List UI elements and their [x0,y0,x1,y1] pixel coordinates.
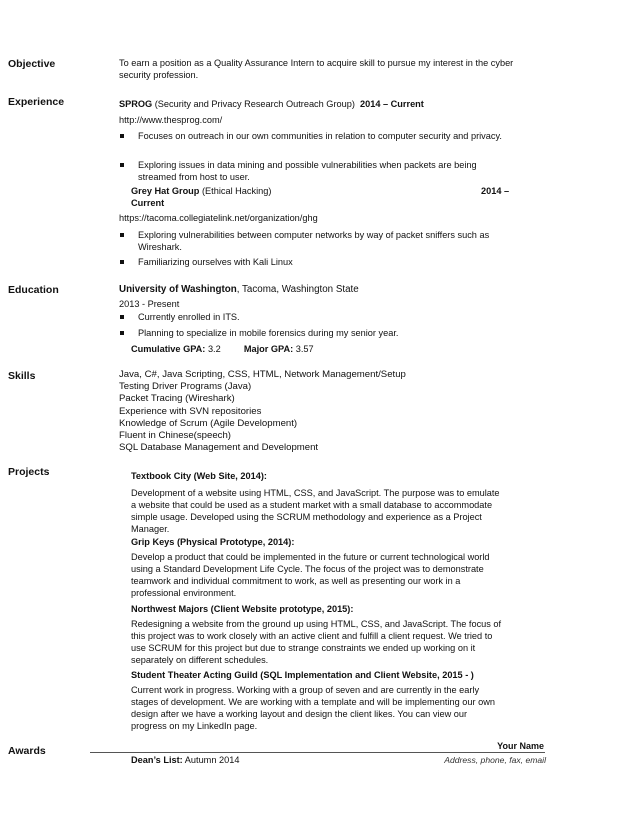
bullet-icon [120,134,124,138]
project-description: Develop a product that could be implemented in the future or current technological world using a Standard Development Life Cycle. The focus of the project was to demonstrate teamwork and individual commitment to work, as well as presenting our work in a professional environment. [131,552,490,598]
objective-text: To earn a position as a Quality Assurance Intern to acquire skill to pursue my interest in the cyber security profession. [119,58,514,80]
job2-url[interactable]: https://tacoma.collegiatelink.net/organization/ghg [119,213,318,223]
job1-heading [119,98,519,110]
bullet-icon [120,163,124,167]
footer-name: Your Name [497,741,544,751]
skill-item: Experience with SVN repositories [119,405,262,417]
education-school-line [119,284,359,296]
footer-divider [90,752,545,753]
skills-list [119,369,406,454]
project-title: Student Theater Acting Guild (SQL Implementation and Client Website, 2015 - ) [131,670,474,680]
bullet-icon [120,315,124,319]
skills-label: Skills [8,370,36,382]
skill-item: Java, C#, Java Scripting, CSS, HTML, Network Management/Setup [119,369,406,380]
job2-org: Grey Hat Group [131,186,200,196]
footer-address: Address, phone, fax, email [444,755,546,765]
award-item-label: Dean’s List: [131,755,183,765]
award-item [131,754,239,766]
bullet-icon [120,260,124,264]
awards-label: Awards [8,745,46,757]
cum-gpa-value: 3.2 [207,344,221,354]
bullet-icon [120,233,124,237]
job2-heading [131,185,271,197]
education-dates: 2013 - Present [119,299,180,309]
project-description: Redesigning a website from the ground up using HTML, CSS, and JavaScript. The focus of this project was to work closely with an active client and fulfill a client request. We tried to use SCRUM for this project but due to strange constraints we ended up working on it separately on different schedules. [131,619,502,665]
award-item-value: Autumn 2014 [182,755,240,765]
education-label: Education [8,284,59,296]
job2-dates-part2: Current [131,198,165,208]
skill-item: Testing Driver Programs (Java) [119,381,252,393]
experience-label: Experience [8,96,65,108]
skill-item: Knowledge of Scrum (Agile Development) [119,417,298,429]
gpa-line [131,343,314,355]
bullet-icon [120,331,124,335]
major-gpa-value: 3.57 [295,344,314,354]
project-title: Northwest Majors (Client Website prototype, 2015): [131,604,354,614]
education-location: , Tacoma, Washington State [236,284,359,295]
project-description: Development of a website using HTML, CSS, and JavaScript. The purpose was to emulate a website that could be used as a student market with a small database to accommodate simple usage. Developed using the SCRUM methodology and experience as a Project Manager. [131,488,500,534]
job1-org: SPROG [119,99,153,109]
skill-item: SQL Database Management and Development [119,442,319,454]
major-gpa-label: Major GPA: [243,344,294,354]
objective-label: Objective [8,58,56,70]
cum-gpa-label: Cumulative GPA: [131,344,206,354]
projects-label: Projects [8,466,50,478]
project-title: Grip Keys (Physical Prototype, 2014): [131,537,295,547]
education-school: University of Washington [119,284,237,295]
job2-desc: (Ethical Hacking) [199,186,272,196]
job1-url[interactable]: http://www.thesprog.com/ [119,115,223,125]
skill-item: Packet Tracing (Wireshark) [119,393,235,405]
skill-item: Fluent in Chinese(speech) [119,430,231,442]
project-description: Current work in progress. Working with a group of seven and are currently in the early stages of development. We are working with a template and will be implementing our own design after we have a working layout and design the client likes. You can view our progress on my LinkedIn page. [131,685,495,731]
job1-dates: 2014 – Current [360,99,424,109]
project-title: Textbook City (Web Site, 2014): [131,471,267,481]
job2-dates-part1: 2014 – [481,186,510,196]
job1-desc: (Security and Privacy Research Outreach Group) [152,99,355,109]
